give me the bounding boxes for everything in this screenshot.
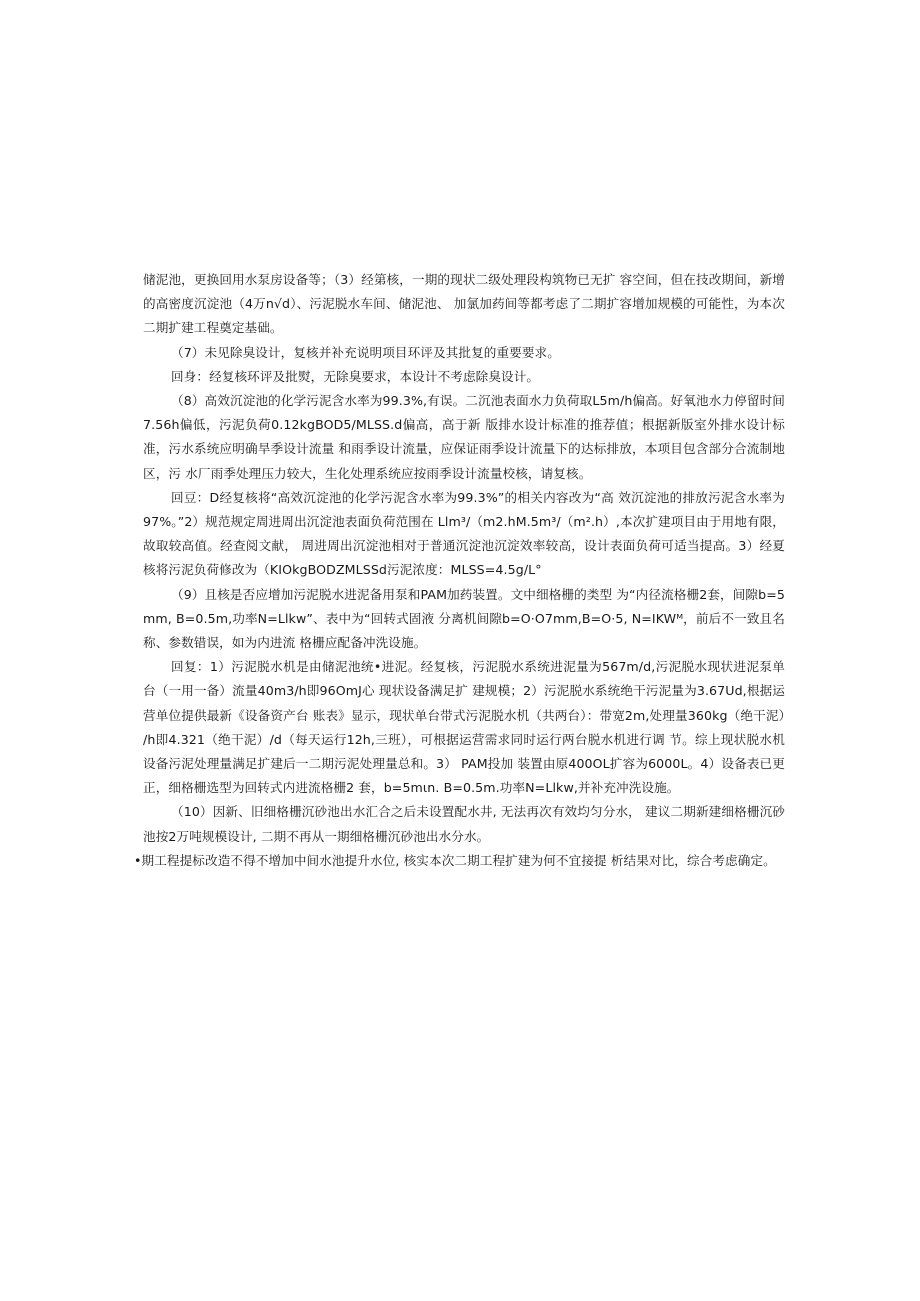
paragraph-item-7: （7）未见除臭设计，复核并补充说明项目环评及其批复的重要要求。 — [171, 344, 560, 360]
paragraph-reply-9: 回复：1）污泥脱水机是由储泥池统•进泥。经复核，污泥脱水系统进泥量为567m∕d,污泥脱水现状进泥泵单台（一用一备）流量40m3/h即96OmJ心 现状设备满足扩 建规模；2）污泥脱水系统绝干污泥量为3.67Ud,根据运营单位提供最新《设备资产台 账表》显示，现状单台带式污泥脱水机（共两台）：带宽2m,处理量360kg（绝干泥）∕h即4.321（绝干泥）∕d（每天运行12h,三班），可根据运营需求同时运行两台脱水机进行调 节。综上现状脱水机设备污泥处理量满足扩建后一二期污泥处理量总和。3） PAM投加 装置由原400OL扩容为6000L。4）设备表已更正，细格栅选型为回转式内进流格栅2 套，b=5mιn. B=0.5m.功率N=Llkw,并补充冲洗设施。 — [143, 659, 785, 796]
paragraph-truncated: •期工程提标改造不得不增加中间水池提升水位, 核实本次二期工程扩建为何不宜接提 析结果对比，综合考虑确定。 — [134, 852, 776, 868]
document-body — [134, 268, 785, 873]
paragraph-item-10: （10）因新、旧细格栅沉砂池出水汇合之后未设置配水井, 无法再次有效均匀分水， 建议二期新建细格栅沉砂池按2万吨规模设计, 二期不再从一期细格栅沉砂池出水分水。 — [143, 804, 785, 844]
paragraph-reply-8: 回豆：D经复核将“高效沉淀池的化学污泥含水率为99.3%”的相关内容改为“高 效沉淀池的排放污泥含水率为97%。”2）规范规定周进周出沉淀池表面负荷范围在 Llm³/（m2.hM.5m³/（m².h）,本次扩建项目由于用地有限，故取较高值。经查阅文献， 周进周出沉淀池相对于普通沉淀池沉淀效率较高，设计表面负荷可适当提高。3）经夏 核将污泥负荷修改为（KIOkgBODZMLSSd污泥浓度：MLSS=4.5g∕L° — [143, 489, 785, 578]
paragraph-item-9: （9）且核是否应增加污泥脱水进泥备用泵和PAM加药装置。文中细格栅的类型 为“内径流格栅2套，间隙b=5mm, B=0.5m,功率N=Llkw”、表中为“回转式固液 分离机间隙b=O·O7mm,B=O·5, N=IKWᴹ，前后不一致且名称、参数错误，如为内进流 格栅应配备冲洗设施。 — [143, 586, 785, 651]
paragraph-reply-7: 回身：经复核环评及批熨，无除臭要求，本设计不考虑除臭设计。 — [171, 368, 540, 384]
paragraph-continuation: 储泥池，更换回用水泵房设备等；（3）经第核，一期的现状二级处理段构筑物已无扩 容空间，但在技改期间，新增的高密度沉淀池（4万n√d）、污泥脱水车间、储泥池、 加氯加药间等都考虑了二期扩容增加规模的可能性，为本次二期扩建工程奠定基础。 — [143, 272, 785, 336]
paragraph-item-8: （8）高效沉淀池的化学污泥含水率为99.3%,有误。二沉池表面水力负荷取L5m∕h偏高。好氧池水力停留时间7.56h偏低，污泥负荷0.12kgBOD5/MLSS.d偏高，高于新 版排水设计标准的推荐值；根据新版室外排水设计标准，污水系统应明确旱季设计流量 和雨季设计流量，应保证雨季设计流量下的达标排放，本项目包含部分合流制地区，污 水厂雨季处理压力较大，生化处理系统应按雨季设计流量校核，请复核。 — [143, 393, 785, 481]
